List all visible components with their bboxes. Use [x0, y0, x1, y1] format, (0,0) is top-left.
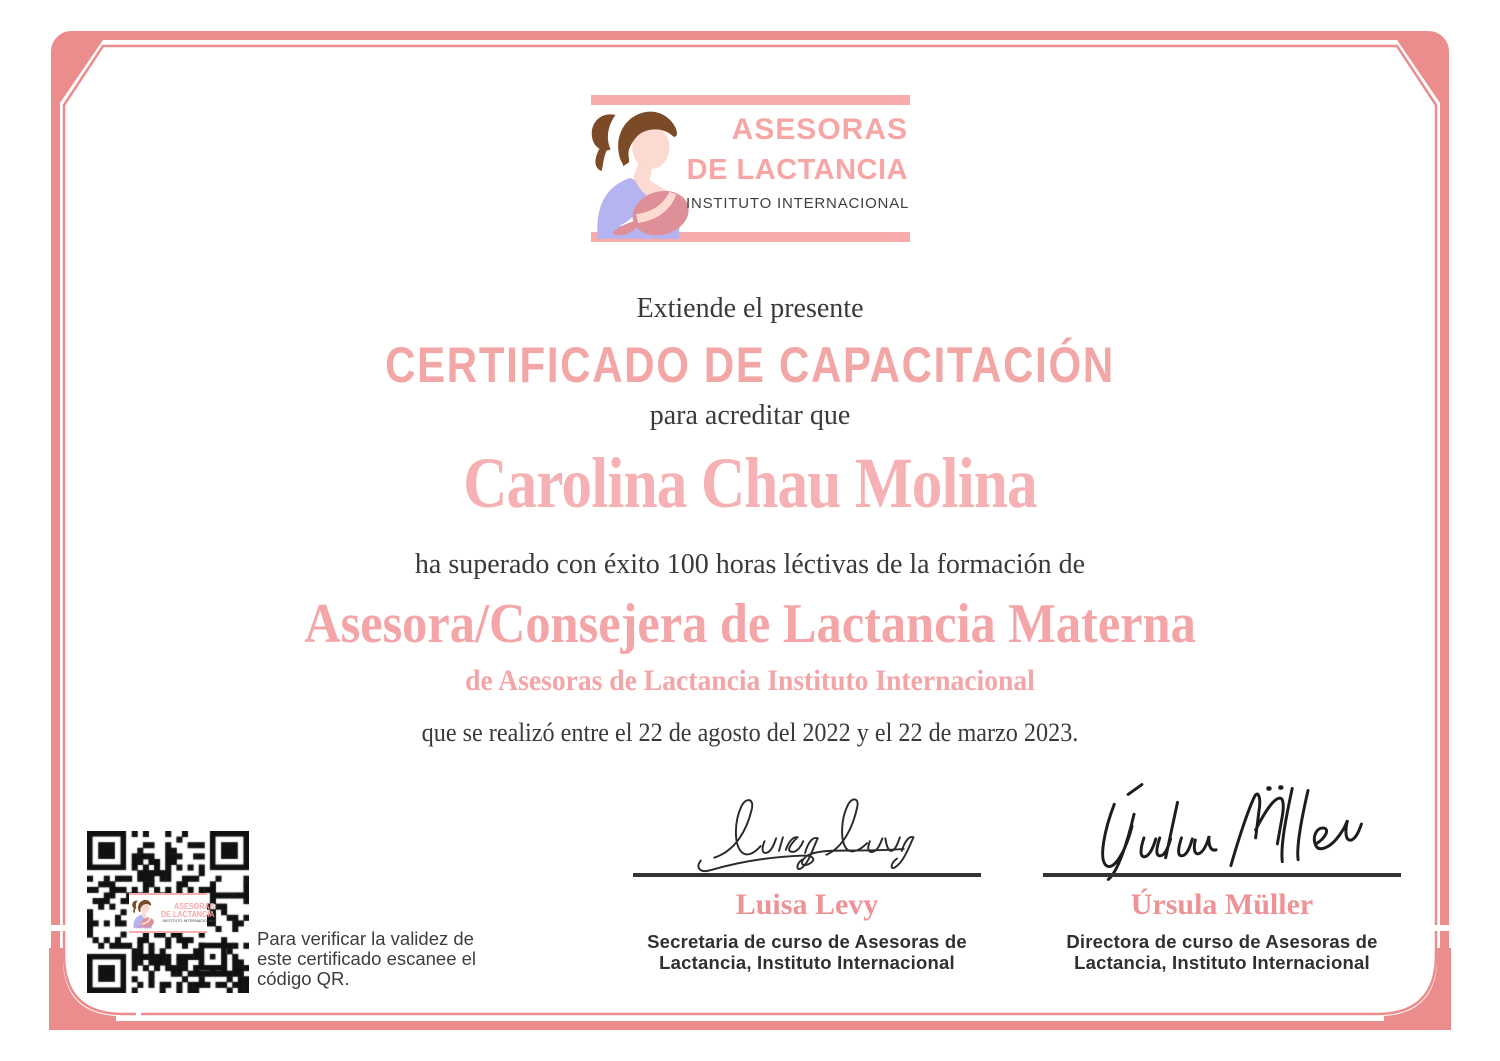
- qr-center-logo: [129, 893, 215, 933]
- certificate-title: CERTIFICADO DE CAPACITACIÓN: [385, 337, 1115, 393]
- recipient-name: Carolina Chau Molina: [463, 443, 1037, 523]
- qr-caption-line: código QR.: [257, 968, 350, 989]
- logo-subtitle: INSTITUTO INTERNACIONAL: [686, 195, 910, 212]
- signer-role-line1: Secretaria de curso de Asesoras de: [647, 931, 967, 952]
- logo-subtitle: INSTITUTO INTERNACIONAL: [162, 918, 215, 923]
- date-line: que se realizó entre el 22 de agosto del 2022 y el 22 de marzo 2023.: [421, 718, 1079, 747]
- logo-name-line2: DE LACTANCIA: [686, 154, 908, 186]
- mother-baby-illustration-icon: [131, 897, 155, 929]
- intro-line: Extiende el presente: [636, 293, 864, 324]
- logo-name-line1: ASESORAS: [731, 113, 908, 146]
- logo-text: [686, 112, 908, 216]
- accredit-line: para acreditar que: [649, 400, 851, 431]
- signer-name: Luisa Levy: [735, 888, 879, 921]
- signer-name: Úrsula Müller: [1130, 888, 1314, 921]
- qr-caption-line: Para verificar la validez de: [257, 928, 474, 949]
- luisa-levy-signature-script: [693, 786, 925, 880]
- signature-line: [1043, 873, 1401, 877]
- mother-baby-illustration-icon: [586, 99, 694, 241]
- qr-logo-text: [155, 903, 214, 923]
- signature-line: [633, 873, 981, 877]
- signer-role-line1: Directora de curso de Asesoras de: [1066, 931, 1378, 952]
- achievement-line: ha superado con éxito 100 horas léctivas de la formación de: [414, 549, 1086, 580]
- signer-role-line2: Lactancia, Instituto Internacional: [659, 952, 955, 973]
- ursula-muller-signature-script: [1049, 782, 1395, 882]
- logo-name-line1: ASESORAS: [173, 902, 215, 911]
- signer-role-line2: Lactancia, Instituto Internacional: [1074, 952, 1370, 973]
- qr-caption: [257, 929, 497, 989]
- course-subtitle: de Asesoras de Lactancia Instituto Internacional: [465, 664, 1035, 697]
- qr-caption-line: este certificado escanee el: [257, 948, 477, 969]
- logo-name-line2: DE LACTANCIA: [160, 910, 215, 919]
- course-title: Asesora/Consejera de Lactancia Materna: [304, 593, 1196, 655]
